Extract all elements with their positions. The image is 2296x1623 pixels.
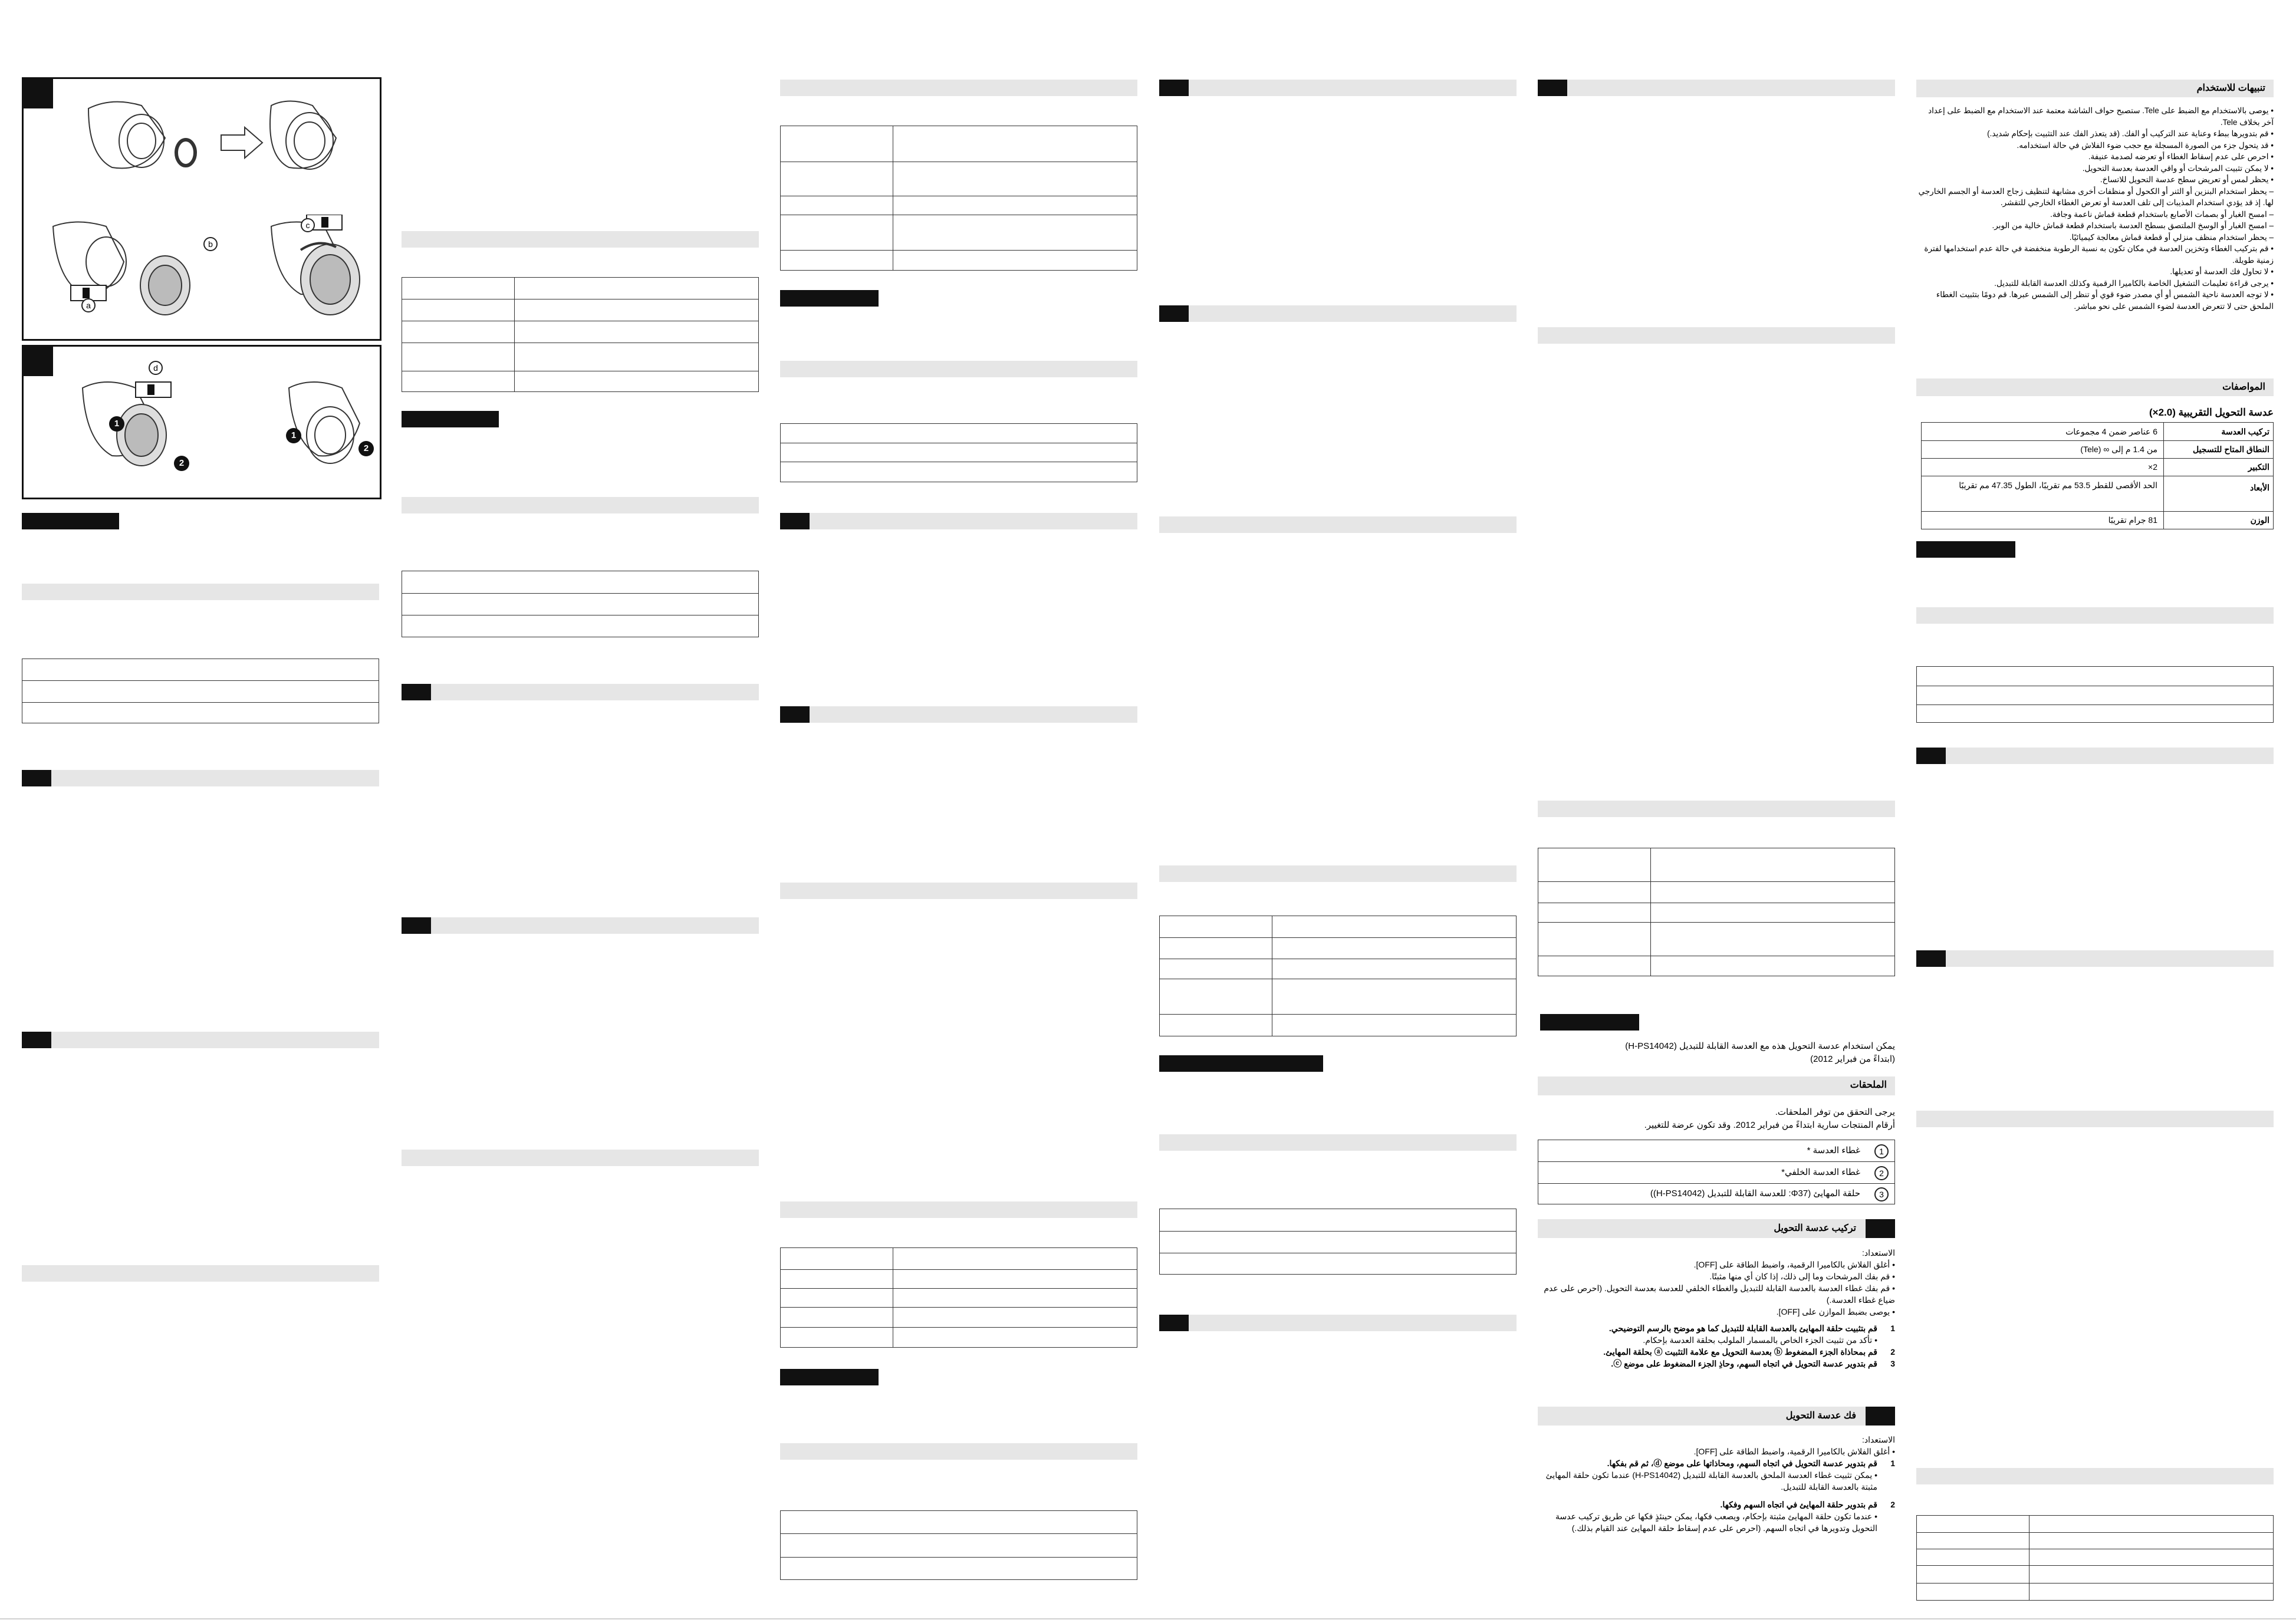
step-text: قم بتثبيت حلقة المهايئ بالعدسة القابلة للتبديل كما هو موضح بالرسم التوضيحي. bbox=[1608, 1324, 1877, 1333]
attach-title: تركيب عدسة التحويل bbox=[1774, 1223, 1856, 1233]
section-bar bbox=[402, 1150, 759, 1166]
attach-step-note bbox=[1538, 1334, 1895, 1346]
detach-step bbox=[1538, 1457, 1895, 1469]
section-bar bbox=[1916, 607, 2274, 624]
callout-c: c bbox=[301, 218, 315, 232]
accessory-name: حلقة المهايئ (Φ37: للعدسة القابلة للتبديل (H-PS14042)) bbox=[1650, 1189, 1860, 1199]
compat-line-2: (ابتداءً من فبراير 2012) bbox=[1810, 1054, 1895, 1064]
spec-row bbox=[1922, 477, 2273, 511]
section-bar bbox=[780, 80, 1137, 96]
precaution-item: • احرص على عدم إسقاط الغطاء أو تعرضه لصدمة عنيفة. bbox=[2088, 152, 2274, 161]
step-number: 3 bbox=[1890, 1359, 1895, 1368]
step-1-marker: 1 bbox=[109, 416, 124, 432]
step-text: قم بتدوير عدسة التحويل في اتجاه السهم، ومحاذاتها على موضع ⓓ، ثم قم بفكها. bbox=[1607, 1459, 1877, 1468]
section-bar bbox=[22, 1265, 379, 1282]
spec-table-frame bbox=[402, 571, 759, 637]
section-label-block bbox=[780, 290, 879, 307]
step-2-marker: 2 bbox=[174, 456, 189, 471]
section-bar bbox=[402, 231, 759, 248]
accessories-line-1: يرجى التحقق من توفر الملحقات. bbox=[1775, 1107, 1895, 1117]
spec-table-frame bbox=[22, 659, 379, 723]
spec-table-frame bbox=[780, 126, 1137, 271]
detach-step bbox=[1538, 1499, 1895, 1510]
spec-row bbox=[1922, 424, 2273, 440]
step-1-marker-b: 1 bbox=[286, 428, 301, 443]
step-number: 2 bbox=[1890, 1500, 1895, 1509]
prep-item: • أغلق الفلاش بالكاميرا الرقمية، واضبط الطاقة على [OFF]. bbox=[1693, 1260, 1895, 1269]
attach-body bbox=[1538, 1247, 1895, 1369]
spec-value: الحد الأقصى للقطر 53.5 مم تقريبًا، الطول 47.35 مم تقريبًا bbox=[1959, 480, 2157, 490]
specs-subtitle: عدسة التحويل التقريبية (2.0×) bbox=[2149, 407, 2274, 418]
detach-heading bbox=[1538, 1407, 1895, 1426]
spec-label: تركيب العدسة bbox=[2221, 427, 2269, 436]
section-bar bbox=[1538, 327, 1895, 344]
section-bar bbox=[1159, 865, 1517, 882]
section-bar bbox=[1916, 1468, 2274, 1484]
accessories-intro bbox=[1538, 1106, 1895, 1132]
section-bar bbox=[402, 497, 759, 513]
section-bar bbox=[22, 770, 379, 786]
specs-title: المواصفات bbox=[2222, 382, 2265, 392]
spec-table-frame bbox=[1538, 848, 1895, 976]
section-bar bbox=[402, 684, 759, 700]
section-label-block bbox=[1916, 541, 2015, 558]
prep-item: • أغلق الفلاش بالكاميرا الرقمية، واضبط الطاقة على [OFF]. bbox=[1693, 1447, 1895, 1456]
precaution-subitem: – امسح الغبار أو الوسخ الملتصق بسطح العدسة باستخدام قطعة قماش خالية من الوبر. bbox=[1992, 221, 2274, 230]
step-text: قم بتدوير عدسة التحويل في اتجاه السهم، وحاذِ الجزء المضغوط على موضع ⓒ. bbox=[1611, 1359, 1877, 1368]
accessories-line-2: أرقام المنتجات سارية ابتداءً من فبراير 2012. وقد تكون عرضة للتغيير. bbox=[1644, 1120, 1895, 1130]
lens-ring-illustration bbox=[77, 91, 360, 185]
section-bar bbox=[780, 513, 1137, 529]
section-bar bbox=[1538, 801, 1895, 817]
attach-step bbox=[1538, 1358, 1895, 1369]
figure-tag-b bbox=[24, 347, 53, 376]
precaution-item: • لا توجه العدسة ناحية الشمس أو أي مصدر ضوء قوي أو تنظر إلى الشمس عبرها. قم دومًا بتثبيت الغطاء الملحق حتى لا تتعرض العدسة لضوء الشمس على نحو مباشر. bbox=[1936, 290, 2274, 311]
precautions-title: تنبيهات للاستخدام bbox=[2196, 83, 2265, 93]
accessories-title: الملحقات bbox=[1850, 1080, 1887, 1090]
section-bar bbox=[1916, 1111, 2274, 1127]
section-bar bbox=[1159, 305, 1517, 322]
accessory-number: 3 bbox=[1874, 1187, 1889, 1201]
precaution-item: • يحظر لمس أو تعريض سطح عدسة التحويل للاتساخ. bbox=[2100, 175, 2274, 184]
spec-label: النطاق المتاح للتسجيل bbox=[2192, 445, 2269, 454]
spec-table-frame bbox=[780, 1247, 1137, 1348]
accessories-heading bbox=[1538, 1076, 1895, 1095]
callout-d: d bbox=[149, 361, 163, 375]
lens-rotate-illustration bbox=[265, 215, 377, 332]
section-bar bbox=[780, 1443, 1137, 1460]
spec-row bbox=[1922, 512, 2273, 529]
section-label-block bbox=[1540, 1014, 1639, 1031]
section-bar bbox=[1916, 748, 2274, 764]
attach-step bbox=[1538, 1346, 1895, 1358]
spec-value: 81 جرام تقريبًا bbox=[2108, 515, 2157, 525]
precaution-subitem: – امسح الغبار أو بصمات الأصابع باستخدام قطعة قماش ناعمة وجافة. bbox=[2050, 209, 2274, 219]
precaution-item: • قم بتركيب الغطاء وتخزين العدسة في مكان تكون به نسبة الرطوبة منخفضة في حالة عدم استخدامها لفترة زمنية طويلة. bbox=[1924, 244, 2274, 265]
precaution-item: • لا تحاول فك العدسة أو تعديلها. bbox=[2170, 267, 2274, 276]
spec-label: الأبعاد bbox=[2249, 483, 2269, 492]
prep-label: الاستعداد: bbox=[1862, 1248, 1895, 1257]
section-label-block bbox=[1159, 1055, 1323, 1072]
step-text: • تأكد من تثبيت الجزء الخاص بالمسمار الملولب بحلقة العدسة بإحكام. bbox=[1643, 1335, 1877, 1345]
section-bar bbox=[1159, 516, 1517, 533]
attach-heading bbox=[1538, 1219, 1895, 1238]
section-bar bbox=[1159, 80, 1517, 96]
accessory-number: 2 bbox=[1874, 1166, 1889, 1180]
precaution-item: • قم بتدويرها ببطء وعناية عند التركيب أو الفك. (قد يتعذر الفك عند التثبيت بإحكام شديد.) bbox=[1987, 129, 2274, 138]
detach-step-note bbox=[1538, 1469, 1895, 1493]
detach-title: فك عدسة التحويل bbox=[1785, 1411, 1856, 1421]
figure-tag-a bbox=[24, 79, 53, 108]
compat-text bbox=[1538, 1040, 1895, 1066]
section-bar bbox=[1159, 1315, 1517, 1331]
spec-label: الوزن bbox=[2250, 515, 2269, 525]
prep-item: • يوصى بضبط الموازن على [OFF]. bbox=[1776, 1307, 1895, 1316]
accessory-name: غطاء العدسة * bbox=[1807, 1145, 1860, 1155]
section-label-block bbox=[402, 411, 499, 427]
accessory-name: غطاء العدسة الخلفي* bbox=[1781, 1167, 1860, 1177]
specs-table bbox=[1921, 422, 2274, 529]
section-bar bbox=[780, 883, 1137, 899]
spec-table-frame bbox=[1159, 1209, 1517, 1275]
spec-table-frame bbox=[780, 423, 1137, 482]
precaution-subitem: – يحظر استخدام منظف منزلي أو قطعة قماش معالجة كيميائيًا. bbox=[2069, 232, 2274, 242]
prep-label: الاستعداد: bbox=[1862, 1435, 1895, 1444]
prep-item: • قم بفك غطاء العدسة بالعدسة القابلة للتبديل والغطاء الخلفي للعدسة بعدسة التحويل. (احرص على عدم ضياع غطاء العدسة.) bbox=[1544, 1283, 1895, 1305]
precautions-list bbox=[1916, 105, 2274, 312]
section-label-block bbox=[22, 513, 119, 529]
precaution-subitem: – يحظر استخدام البنزين أو الثنر أو الكحول أو منظفات أخرى مشابهة لتنظيف زجاج العدسة أو الجسم الخارجي لها. إذ قد يؤدي استخدام المذيبات إلى تلف العدسة أو تعرض الغطاء الخارجي للتقشر. bbox=[1918, 186, 2274, 207]
step-2-marker-b: 2 bbox=[358, 441, 374, 456]
detach-body bbox=[1538, 1434, 1895, 1534]
step-text: قم بمحاذاة الجزء المضغوط ⓑ بعدسة التحويل مع علامة التثبيت ⓐ بحلقة المهايئ. bbox=[1603, 1347, 1877, 1357]
attach-step bbox=[1538, 1322, 1895, 1334]
specs-heading bbox=[1916, 378, 2274, 396]
detach-step-note bbox=[1538, 1510, 1895, 1534]
spec-row bbox=[1922, 442, 2273, 458]
prep-item: • قم بفك المرشحات وما إلى ذلك، إذا كان أي منها مثبتًا. bbox=[1709, 1272, 1895, 1281]
callout-b: b bbox=[203, 237, 218, 251]
spec-table-frame bbox=[1916, 666, 2274, 723]
step-number: 2 bbox=[1890, 1347, 1895, 1357]
spec-table-frame bbox=[780, 1510, 1137, 1580]
step-number: 1 bbox=[1890, 1324, 1895, 1333]
section-bar bbox=[780, 361, 1137, 377]
spec-label: التكبير bbox=[2248, 462, 2269, 472]
precaution-item: • يوصى بالاستخدام مع الضبط على Tele. ستصبح حواف الشاشة معتمة عند الاستخدام مع الضبط على إعداد آخر بخلاف Tele. bbox=[1928, 106, 2274, 127]
spec-value: من 1.4 م إلى ∞ (Tele) bbox=[2080, 445, 2157, 454]
section-bar bbox=[780, 706, 1137, 723]
section-bar bbox=[780, 1201, 1137, 1218]
section-bar bbox=[1159, 1134, 1517, 1151]
section-bar bbox=[22, 584, 379, 600]
spec-table-frame bbox=[1159, 916, 1517, 1036]
section-bar bbox=[22, 1032, 379, 1048]
attach-lens-illustration bbox=[47, 215, 224, 332]
compat-line-1: يمكن استخدام عدسة التحويل هذه مع العدسة القابلة للتبديل (H-PS14042) bbox=[1625, 1041, 1895, 1051]
spec-value: 6 عناصر ضمن 4 مجموعات bbox=[2065, 427, 2157, 436]
precaution-item: • قد يتحول جزء من الصورة المسجلة مع حجب ضوء الفلاش في حالة استخدامه. bbox=[2017, 140, 2274, 150]
figure-panel-b bbox=[22, 345, 381, 499]
accessory-number: 1 bbox=[1874, 1144, 1889, 1158]
step-text: قم بتدوير حلقة المهايئ في اتجاه السهم وفكها. bbox=[1720, 1500, 1877, 1509]
step-text: • عندما تكون حلقة المهايئ مثبتة بإحكام، ويصعب فكها، يمكن حينئذٍ فكها عن طريق تركيب عدسة التحويل وتدويرها في اتجاه السهم. (احرص على عدم إسقاط حلقة المهايئ عند القيام بذلك.) bbox=[1555, 1512, 1877, 1533]
precaution-item: • لا يمكن تثبيت المرشحات أو واقي العدسة بعدسة التحويل. bbox=[2082, 163, 2274, 173]
precaution-item: • يرجى قراءة تعليمات التشغيل الخاصة بالكاميرا الرقمية وكذلك العدسة القابلة للتبديل. bbox=[1994, 278, 2274, 288]
arrow-right-icon bbox=[221, 127, 262, 158]
precautions-heading bbox=[1916, 80, 2274, 97]
figure-panel-a bbox=[22, 77, 381, 341]
spec-table-frame bbox=[1916, 1515, 2274, 1601]
section-bar bbox=[402, 917, 759, 934]
spec-table-frame bbox=[402, 277, 759, 392]
bottom-rule bbox=[0, 1618, 2296, 1619]
step-text: • يمكن تثبيت غطاء العدسة الملحق بالعدسة القابلة للتبديل (H-PS14042) عندما تكون حلقة المهايئ مثبتة بالعدسة القابلة للتبديل. bbox=[1545, 1470, 1877, 1492]
spec-row bbox=[1922, 459, 2273, 476]
step-number: 1 bbox=[1890, 1459, 1895, 1468]
section-label-block bbox=[780, 1369, 879, 1385]
accessories-table bbox=[1538, 1140, 1895, 1204]
detach-lens-illustration bbox=[77, 370, 206, 488]
section-bar bbox=[1916, 950, 2274, 967]
spec-value: 2× bbox=[2148, 462, 2157, 472]
callout-a: a bbox=[81, 298, 96, 312]
section-bar bbox=[1538, 80, 1895, 96]
